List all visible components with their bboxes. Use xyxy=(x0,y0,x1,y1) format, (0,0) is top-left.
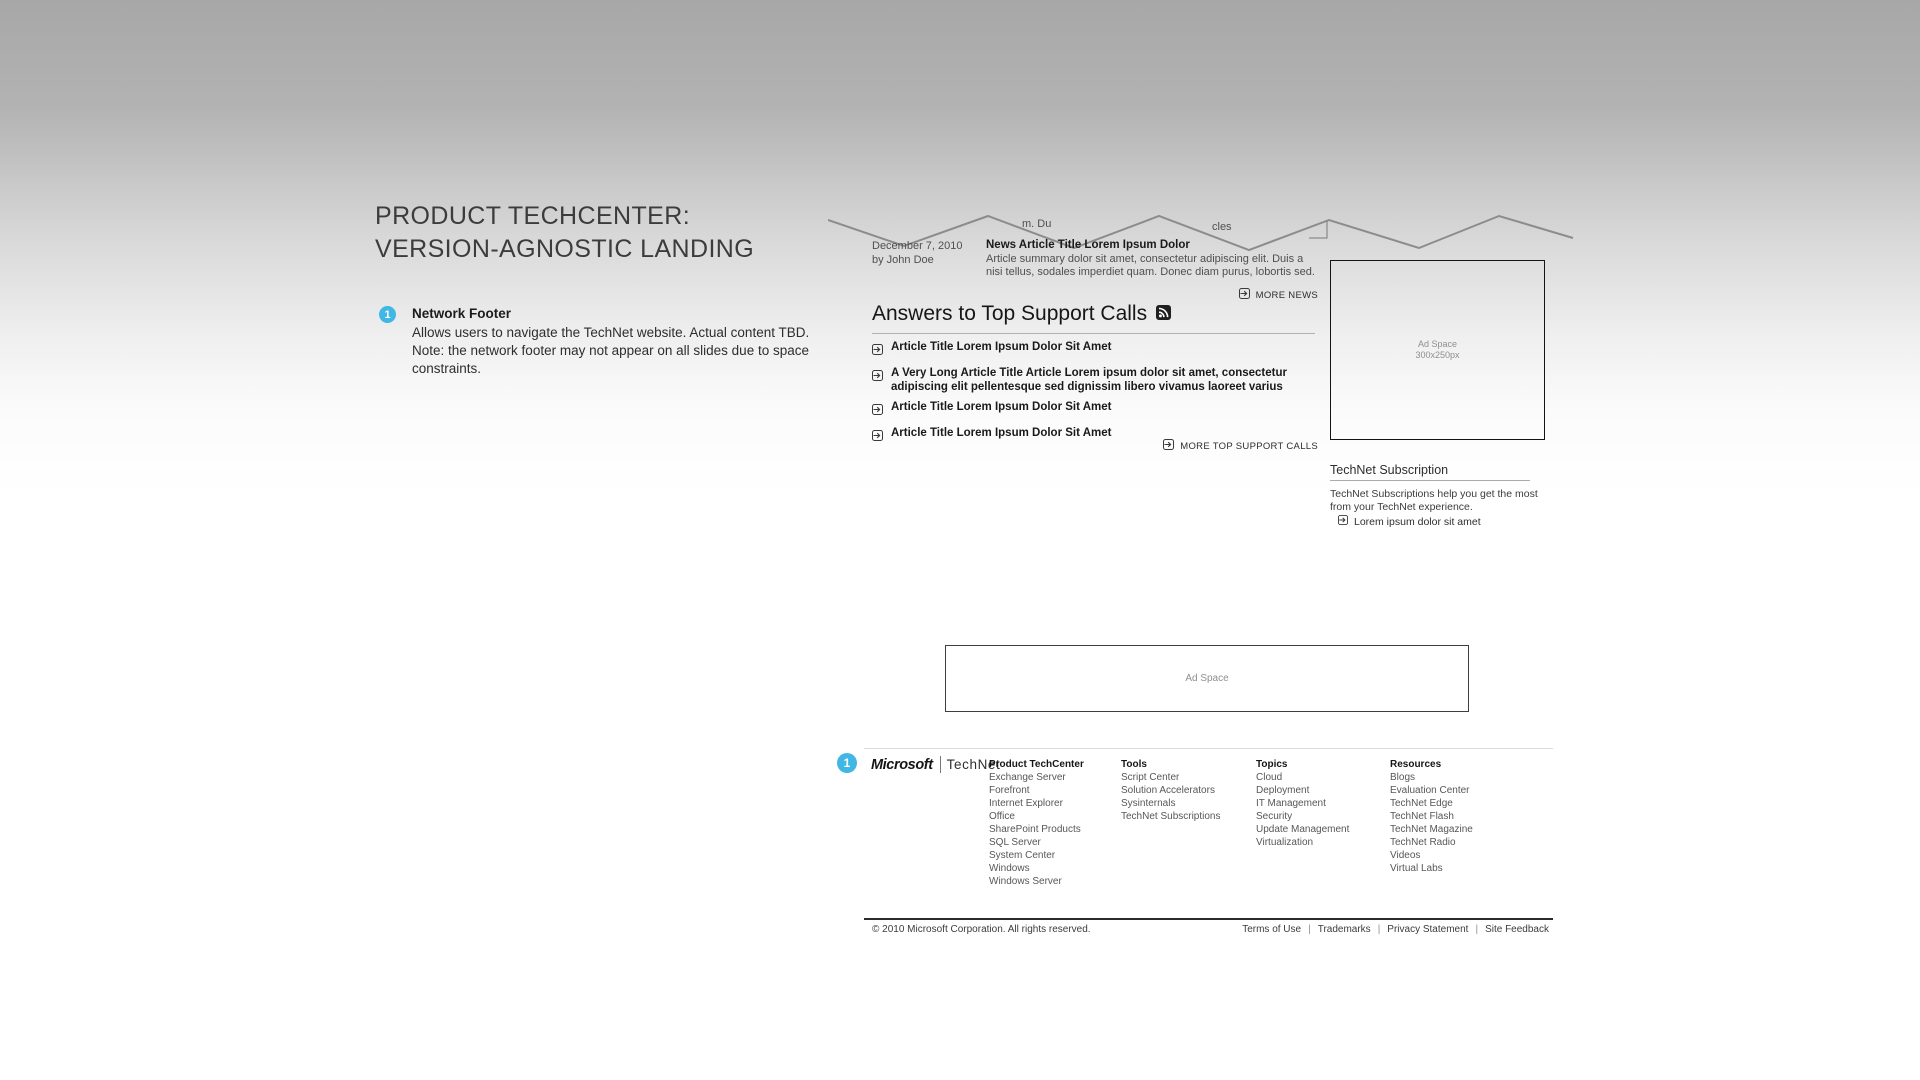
footer-link[interactable]: Evaluation Center xyxy=(1390,785,1470,796)
footer-link[interactable]: Videos xyxy=(1390,850,1421,861)
legal-links xyxy=(1242,924,1549,935)
link-arrow-icon xyxy=(872,402,883,420)
footer-column-header: Product TechCenter xyxy=(989,759,1084,770)
subscription-body: TechNet Subscriptions help you get the most from your TechNet experience. xyxy=(1330,488,1538,513)
footer-column-links xyxy=(1256,771,1386,849)
footer-column-links xyxy=(1390,771,1520,875)
annotation-badge: 1 xyxy=(379,306,396,323)
footer-column-resources xyxy=(1390,758,1520,875)
footer-link[interactable]: Windows Server xyxy=(989,876,1062,887)
torn-text-fragment: m. Du xyxy=(1022,218,1052,230)
more-news-link[interactable] xyxy=(1239,288,1318,302)
footer-link[interactable]: Cloud xyxy=(1256,772,1283,783)
legal-link[interactable]: | Privacy Statement xyxy=(1371,924,1469,935)
rss-icon[interactable] xyxy=(1156,302,1171,326)
footer-link[interactable]: TechNet Magazine xyxy=(1390,824,1473,835)
footer-link[interactable]: Virtualization xyxy=(1256,837,1314,848)
news-byline: by John Doe xyxy=(872,253,934,266)
subscription-heading-divider xyxy=(1330,480,1530,481)
page-title xyxy=(375,200,754,266)
footer-link[interactable]: Update Management xyxy=(1256,824,1350,835)
microsoft-logo: Microsoft xyxy=(871,756,933,773)
footer-link[interactable]: SQL Server xyxy=(989,837,1041,848)
link-arrow-icon xyxy=(1239,288,1250,302)
support-section-heading xyxy=(872,302,1171,326)
more-news-label: MORE NEWS xyxy=(1255,289,1318,301)
news-date: December 7, 2010 xyxy=(872,240,963,252)
link-arrow-icon xyxy=(872,428,883,446)
ad-space-300x250 xyxy=(1330,260,1545,440)
subscription-link[interactable] xyxy=(1338,515,1481,528)
news-article-title[interactable]: News Article Title Lorem Ipsum Dolor xyxy=(986,239,1190,251)
footer-link[interactable]: TechNet Radio xyxy=(1390,837,1456,848)
footer-column-tools xyxy=(1121,758,1251,823)
legal-link[interactable]: | Trademarks xyxy=(1301,924,1371,935)
link-arrow-icon xyxy=(872,342,883,360)
subscription-heading: TechNet Subscription xyxy=(1330,463,1449,477)
support-article-title: Article Title Lorem Ipsum Dolor Sit Amet xyxy=(891,427,1112,439)
footer-link[interactable]: Virtual Labs xyxy=(1390,863,1443,874)
footer-link[interactable]: Solution Accelerators xyxy=(1121,785,1215,796)
torn-text-fragment: cles xyxy=(1212,221,1232,233)
support-article-list xyxy=(872,341,1317,453)
copyright-text: © 2010 Microsoft Corporation. All rights reserved. xyxy=(872,924,1091,935)
subscription-link-label: Lorem ipsum dolor sit amet xyxy=(1354,515,1481,528)
ad-banner-label: Ad Space xyxy=(1185,673,1229,684)
ad-space-banner xyxy=(945,645,1469,712)
footer-link[interactable]: TechNet Subscriptions xyxy=(1121,811,1221,822)
news-meta xyxy=(872,240,963,267)
footer-link[interactable]: Windows xyxy=(989,863,1030,874)
footer-link[interactable]: Script Center xyxy=(1121,772,1180,783)
legal-link[interactable]: Terms of Use xyxy=(1242,924,1302,935)
footer-link[interactable]: TechNet Edge xyxy=(1390,798,1453,809)
footer-column-header: Tools xyxy=(1121,759,1147,770)
footer-link[interactable]: Sysinternals xyxy=(1121,798,1176,809)
legal-link[interactable]: | Site Feedback xyxy=(1468,924,1549,935)
support-heading-divider xyxy=(872,333,1315,334)
footer-column-header: Resources xyxy=(1390,759,1442,770)
support-article-link[interactable] xyxy=(872,401,1317,420)
more-support-calls-label: MORE TOP SUPPORT CALLS xyxy=(1180,440,1318,452)
support-heading-text: Answers to Top Support Calls xyxy=(872,302,1148,325)
page-title-line1: PRODUCT TECHCENTER: xyxy=(375,202,691,230)
page-title-line2: VERSION-AGNOSTIC LANDING xyxy=(375,235,755,263)
footer-link[interactable]: Forefront xyxy=(989,785,1030,796)
link-arrow-icon xyxy=(1338,515,1348,528)
news-article-summary: Article summary dolor sit amet, consectetur adipiscing elit. Duis a nisi tellus, sodales imperdiet quam. Donec diam purus, lobortis sed. xyxy=(986,253,1315,278)
footer-column-product-techcenter xyxy=(989,758,1119,888)
footer-link[interactable]: Office xyxy=(989,811,1015,822)
footer-column-links xyxy=(1121,771,1251,823)
support-article-title: A Very Long Article Title Article Lorem ipsum dolor sit amet, consectetur adipiscing elit pellentesque sed dignissim libero vivamus laoreet varius xyxy=(891,367,1287,393)
footer-link[interactable]: IT Management xyxy=(1256,798,1326,809)
footer-link[interactable]: Security xyxy=(1256,811,1293,822)
support-article-link[interactable] xyxy=(872,367,1317,394)
support-article-title: Article Title Lorem Ipsum Dolor Sit Amet xyxy=(891,401,1112,413)
technet-logo: TechNet xyxy=(946,757,1001,772)
ad-space-size: 300x250px xyxy=(1415,350,1460,360)
footer-link[interactable]: Exchange Server xyxy=(989,772,1066,783)
link-arrow-icon xyxy=(872,368,883,386)
footer-link[interactable]: Blogs xyxy=(1390,772,1416,783)
more-support-calls-link[interactable] xyxy=(1163,439,1318,453)
footer-bottom-divider xyxy=(864,918,1553,920)
footer-top-divider xyxy=(864,748,1553,749)
footer-annotation-badge: 1 xyxy=(837,753,857,773)
annotation-title: Network Footer xyxy=(412,306,512,321)
logo-divider xyxy=(940,756,941,773)
footer-column-header: Topics xyxy=(1256,759,1288,770)
footer-link[interactable]: TechNet Flash xyxy=(1390,811,1454,822)
support-article-link[interactable] xyxy=(872,341,1317,360)
footer-link[interactable]: SharePoint Products xyxy=(989,824,1081,835)
ad-space-label: Ad Space xyxy=(1417,339,1458,349)
footer-column-topics xyxy=(1256,758,1386,849)
footer-link[interactable]: Deployment xyxy=(1256,785,1310,796)
footer-link[interactable]: Internet Explorer xyxy=(989,798,1063,809)
footer-column-links xyxy=(989,771,1119,888)
annotation-body: Allows users to navigate the TechNet website. Actual content TBD. Note: the network footer may not appear on all slides due to space constraints. xyxy=(412,325,810,376)
microsoft-technet-logo[interactable] xyxy=(871,756,1000,773)
footer-link[interactable]: System Center xyxy=(989,850,1056,861)
link-arrow-icon xyxy=(1163,439,1174,453)
support-article-title: Article Title Lorem Ipsum Dolor Sit Amet xyxy=(891,341,1112,353)
